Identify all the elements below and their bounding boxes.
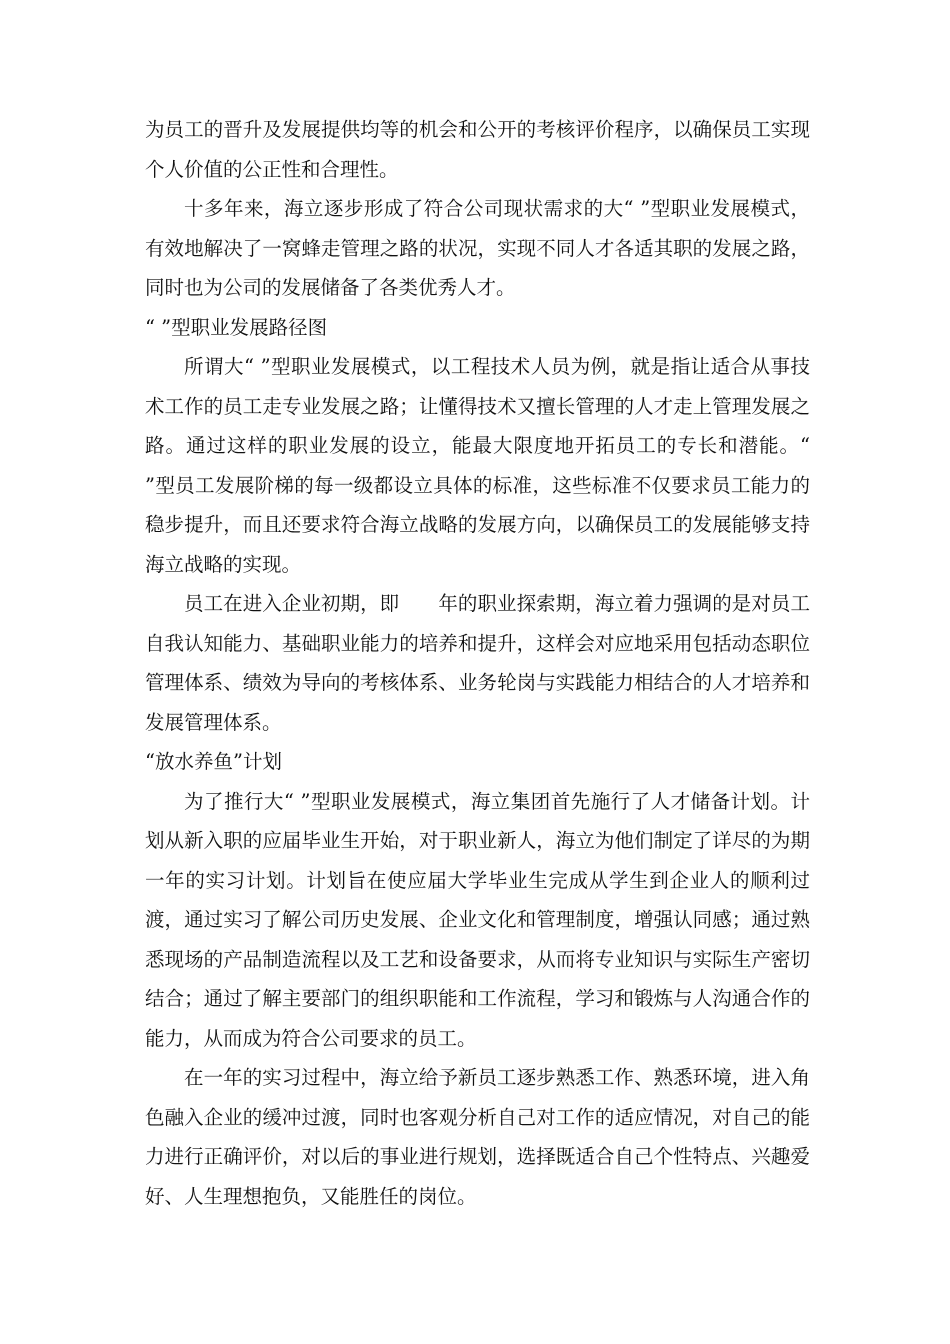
section-heading-career-path: “ ”型职业发展路径图 xyxy=(145,315,328,339)
paragraph-continuation: 为员工的晋升及发展提供均等的机会和公开的考核评价程序，以确保员工实现个人价值的公正性和合理性。 xyxy=(145,118,810,181)
document-body xyxy=(145,110,810,1216)
paragraph-talent-reserve: 为了推行大“ ”型职业发展模式，海立集团首先施行了人才储备计划。计划从新入职的应届毕业生开始，对于职业新人，海立为他们制定了详尽的为期一年的实习计划。计划旨在使应届大学毕业生完成从学生到企业人的顺利过渡，通过实习了解公司历史发展、企业文化和管理制度，增强认同感；通过熟悉现场的产品制造流程以及工艺和设备要求，从而将专业知识与实际生产密切结合；通过了解主要部门的组织职能和工作流程，学习和锻炼与人沟通合作的能力，从而成为符合公司要求的员工。 xyxy=(145,789,810,1050)
paragraph-model-definition: 所谓大“ ”型职业发展模式，以工程技术人员为例，就是指让适合从事技术工作的员工走专业发展之路；让懂得技术又擅长管理的人才走上管理发展之路。通过这样的职业发展的设立，能最大限度地开拓员工的专长和潜能。“ ”型员工发展阶梯的每一级都设立具体的标准，这些标准不仅要求员工能力的稳步提升，而且还要求符合海立战略的发展方向，以确保员工的发展能够支持海立战略的实现。 xyxy=(145,355,810,576)
paragraph-career-model: 十多年来，海立逐步形成了符合公司现状需求的大“ ”型职业发展模式，有效地解决了一窝蜂走管理之路的状况，实现不同人才各适其职的发展之路，同时也为公司的发展储备了各类优秀人才。 xyxy=(145,197,810,299)
section-heading-plan: “放水养鱼”计划 xyxy=(145,750,282,773)
paragraph-early-stage: 员工在进入企业初期，即 年的职业探索期，海立着力强调的是对员工自我认知能力、基础职业能力的培养和提升，这样会对应地采用包括动态职位管理体系、绩效为导向的考核体系、业务轮岗与实践能力相结合的人才培养和发展管理体系。 xyxy=(145,592,810,734)
paragraph-internship: 在一年的实习过程中，海立给予新员工逐步熟悉工作、熟悉环境，进入角色融入企业的缓冲过渡，同时也客观分析自己对工作的适应情况，对自己的能力进行正确评价，对以后的事业进行规划，选择既适合自己个性特点、兴趣爱好、人生理想抱负，又能胜任的岗位。 xyxy=(145,1066,810,1208)
